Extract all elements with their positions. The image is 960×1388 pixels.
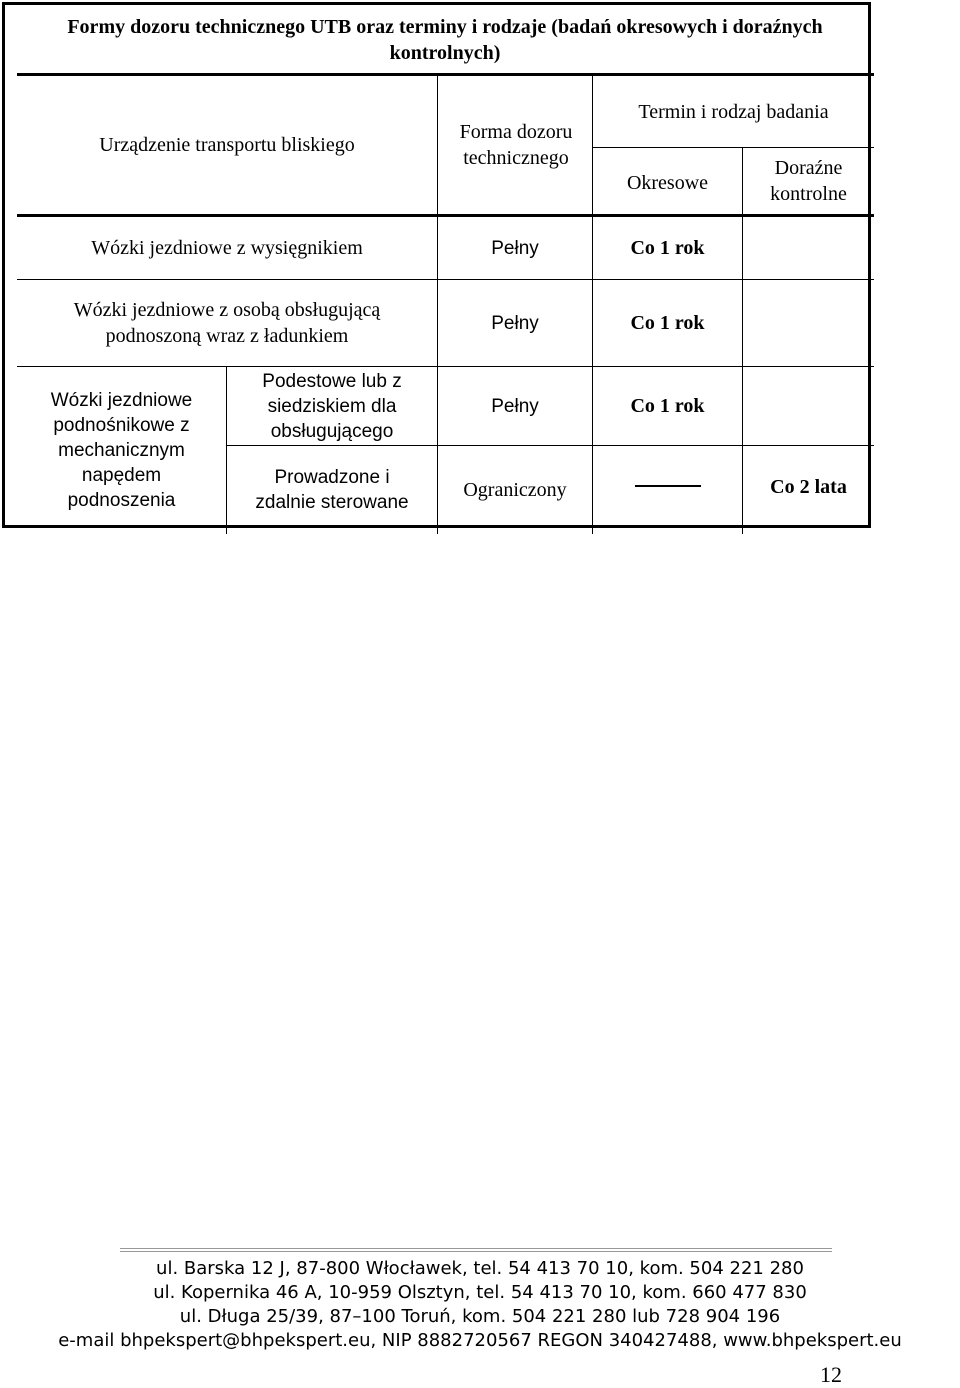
group-sub2-form: Ograniczony — [463, 479, 567, 501]
header-device: Urządzenie transportu bliskiego — [99, 134, 355, 156]
footer-divider — [120, 1251, 832, 1252]
footer-divider — [120, 1248, 832, 1249]
header-periodic: Okresowe — [626, 172, 709, 194]
row1-device: Wózki jezdniowe z wysięgnikiem — [91, 237, 363, 259]
header-term: Termin i rodzaj badania — [638, 100, 829, 123]
table-title: Formy dozoru technicznego UTB oraz terminy i rodzaje (badań okresowych i doraźnych kontrolnych) — [67, 16, 823, 64]
not-applicable-dash — [635, 485, 701, 487]
footer-address-wloclawek: ul. Barska 12 J, 87-800 Włocławek, tel. 54 413 70 10, kom. 504 221 280 — [156, 1258, 804, 1279]
row2-periodic: Co 1 rok — [630, 312, 705, 334]
row1-periodic: Co 1 rok — [630, 237, 705, 259]
row2-form: Pełny — [491, 312, 539, 334]
header-form: Forma dozoru technicznego — [459, 121, 573, 169]
group-sub2-adhoc: Co 2 lata — [770, 476, 847, 498]
group-device: Wózki jezdniowe podnośnikowe z mechanicznym napędem podnoszenia — [50, 390, 193, 511]
inspection-table — [17, 73, 874, 531]
page-number: 12 — [820, 1362, 842, 1387]
row1-form: Pełny — [491, 237, 539, 259]
table-frame — [2, 2, 871, 528]
group-sub2-periodic — [593, 446, 742, 526]
row2-device: Wózki jezdniowe z osobą obsługującą podnoszoną wraz z ładunkiem — [73, 299, 381, 347]
group-sub2-type: Prowadzone i zdalnie sterowane — [255, 467, 409, 513]
group-sub1-periodic: Co 1 rok — [630, 395, 705, 417]
group-sub1-form: Pełny — [491, 395, 539, 417]
footer-contact: e-mail bhpekspert@bhpekspert.eu, NIP 8882720567 REGON 340427488, www.bhpekspert.eu — [58, 1330, 902, 1351]
footer-address-olsztyn: ul. Kopernika 46 A, 10-959 Olsztyn, tel. 54 413 70 10, kom. 660 477 830 — [153, 1282, 807, 1303]
footer-address-torun: ul. Długa 25/39, 87–100 Toruń, kom. 504 221 280 lub 728 904 196 — [179, 1306, 781, 1327]
header-adhoc: Doraźne kontrolne — [770, 157, 847, 205]
group-sub1-type: Podestowe lub z siedziskiem dla obsługującego — [262, 370, 402, 442]
